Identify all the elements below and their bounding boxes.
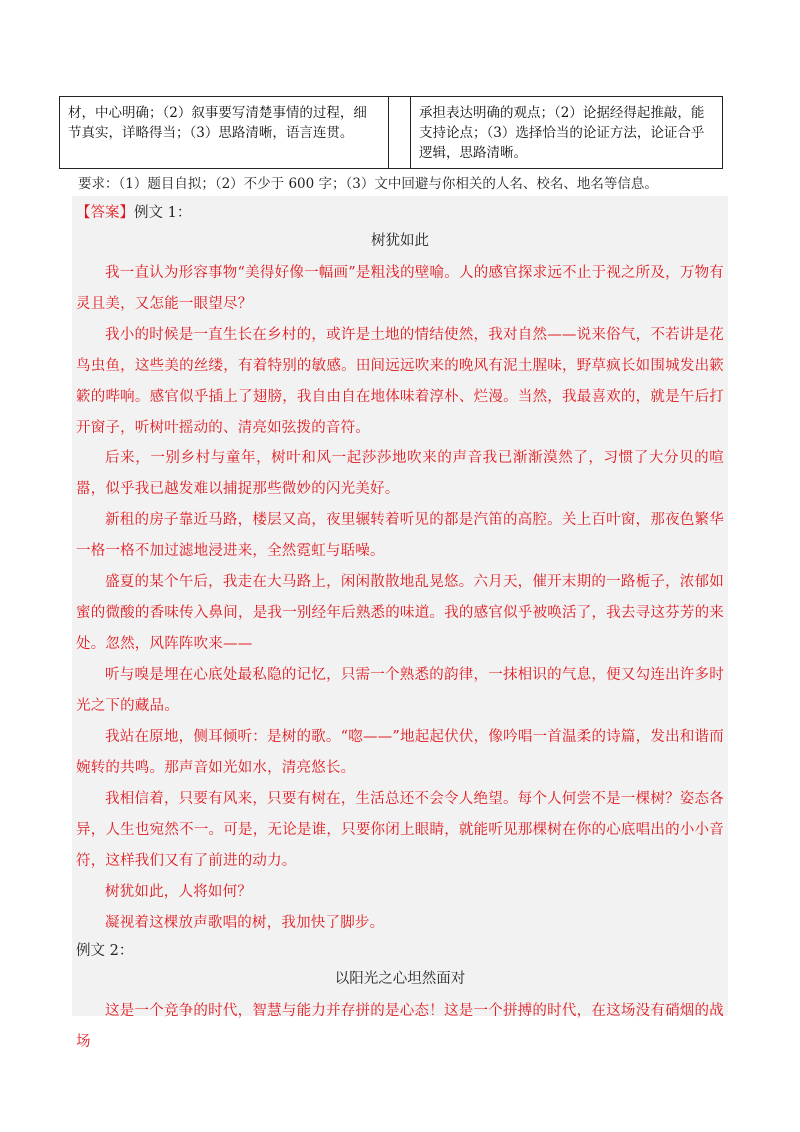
essay1-paragraph-3: 后来，一别乡村与童年，树叶和风一起莎莎地吹来的声音我已渐渐漠然了，习惯了大分贝的喧嚣，似乎我已越发难以捕捉那些微妙的闪光美好。 bbox=[76, 450, 724, 497]
requirements-text: 要求：（1）题目自拟；（2）不少于 600 字；（3）文中回避与你相关的人名、校名、地名等信息。 bbox=[78, 176, 658, 192]
example1-label: 例文 1： bbox=[134, 205, 192, 221]
essay1-paragraph-8: 我相信着，只要有风来，只要有树在，生活总还不会令人绝望。每个人何尝不是一棵树？姿态各异，人生也宛然不一。可是，无论是谁，只要你闭上眼睛，就能听见那棵树在你的心底唱出的小小音符，这样我们又有了前进的动力。 bbox=[76, 791, 724, 869]
essay1-title: 树犹如此 bbox=[371, 233, 429, 249]
answer-heading bbox=[76, 202, 191, 224]
essay2-paragraph-1: 这是一个竞争的时代，智慧与能力并存拼的是心态！这是一个拼搏的时代，在这场没有硝烟的战场 bbox=[76, 1003, 724, 1050]
essay1-paragraph-2: 我小的时候是一直生长在乡村的，或许是土地的情结使然，我对自然——说来俗气，不若讲是花鸟虫鱼，这些美的丝缕，有着特别的敏感。田间远远吹来的晚风有泥土腥味，野草疯长如围城发出簌簌的哔响。感官似乎插上了翅膀，我自由自在地体味着淳朴、烂漫。当然，我最喜欢的，就是午后打开窗子，听树叶摇动的、清亮如弦拨的音符。 bbox=[76, 327, 724, 436]
answer-label: 【答案】 bbox=[76, 205, 134, 221]
essay1-paragraph-4: 新租的房子靠近马路，楼层又高，夜里辗转着听见的都是汽笛的高腔。关上百叶窗，那夜色繁华一格一格不加过滤地浸进来，全然霓虹与聒噪。 bbox=[76, 512, 724, 559]
essay1-paragraph-6: 听与嗅是埋在心底处最私隐的记忆，只需一个熟悉的韵律，一抹相识的气息，便又勾连出许多时光之下的藏品。 bbox=[76, 667, 724, 714]
essay1-paragraph-7: 我站在原地，侧耳倾听：是树的歌。“唿——”地起起伏伏，像吟唱一首温柔的诗篇，发出和谐而婉转的共鸣。那声音如光如水，清亮悠长。 bbox=[76, 729, 724, 776]
essay2-title: 以阳光之心坦然面对 bbox=[334, 971, 466, 987]
criteria-table bbox=[59, 96, 723, 169]
essay1-paragraph-9: 树犹如此，人将如何？ bbox=[105, 884, 252, 900]
essay1-paragraph-1: 我一直认为形容事物“美得好像一幅画”是粗浅的壁喻。人的感官探求远不止于视之所及，万物有灵且美，又怎能一眼望尽？ bbox=[76, 265, 724, 312]
example2-label: 例文 2： bbox=[76, 943, 134, 959]
criteria-narrative-cell: 材，中心明确；（2）叙事要写清楚事情的过程，细节真实，详略得当；（3）思路清晰，语言连贯。 bbox=[60, 97, 389, 168]
essay1-paragraph-10: 凝视着这棵放声歌唱的树，我加快了脚步。 bbox=[105, 915, 385, 931]
criteria-spacer-cell bbox=[389, 97, 411, 168]
criteria-argument-cell: 承担表达明确的观点；（2）论据经得起推敲，能支持论点；（3）选择恰当的论证方法，论证合乎逻辑，思路清晰。 bbox=[419, 105, 705, 161]
essay1-paragraph-5: 盛夏的某个午后，我走在大马路上，闲闲散散地乱晃悠。六月天，催开末期的一路栀子，浓郁如蜜的微酸的香味传入鼻间，是我一别经年后熟悉的味道。我的感官似乎被唤活了，我去寻这芬芳的来处。忽然，风阵阵吹来—— bbox=[76, 574, 724, 652]
